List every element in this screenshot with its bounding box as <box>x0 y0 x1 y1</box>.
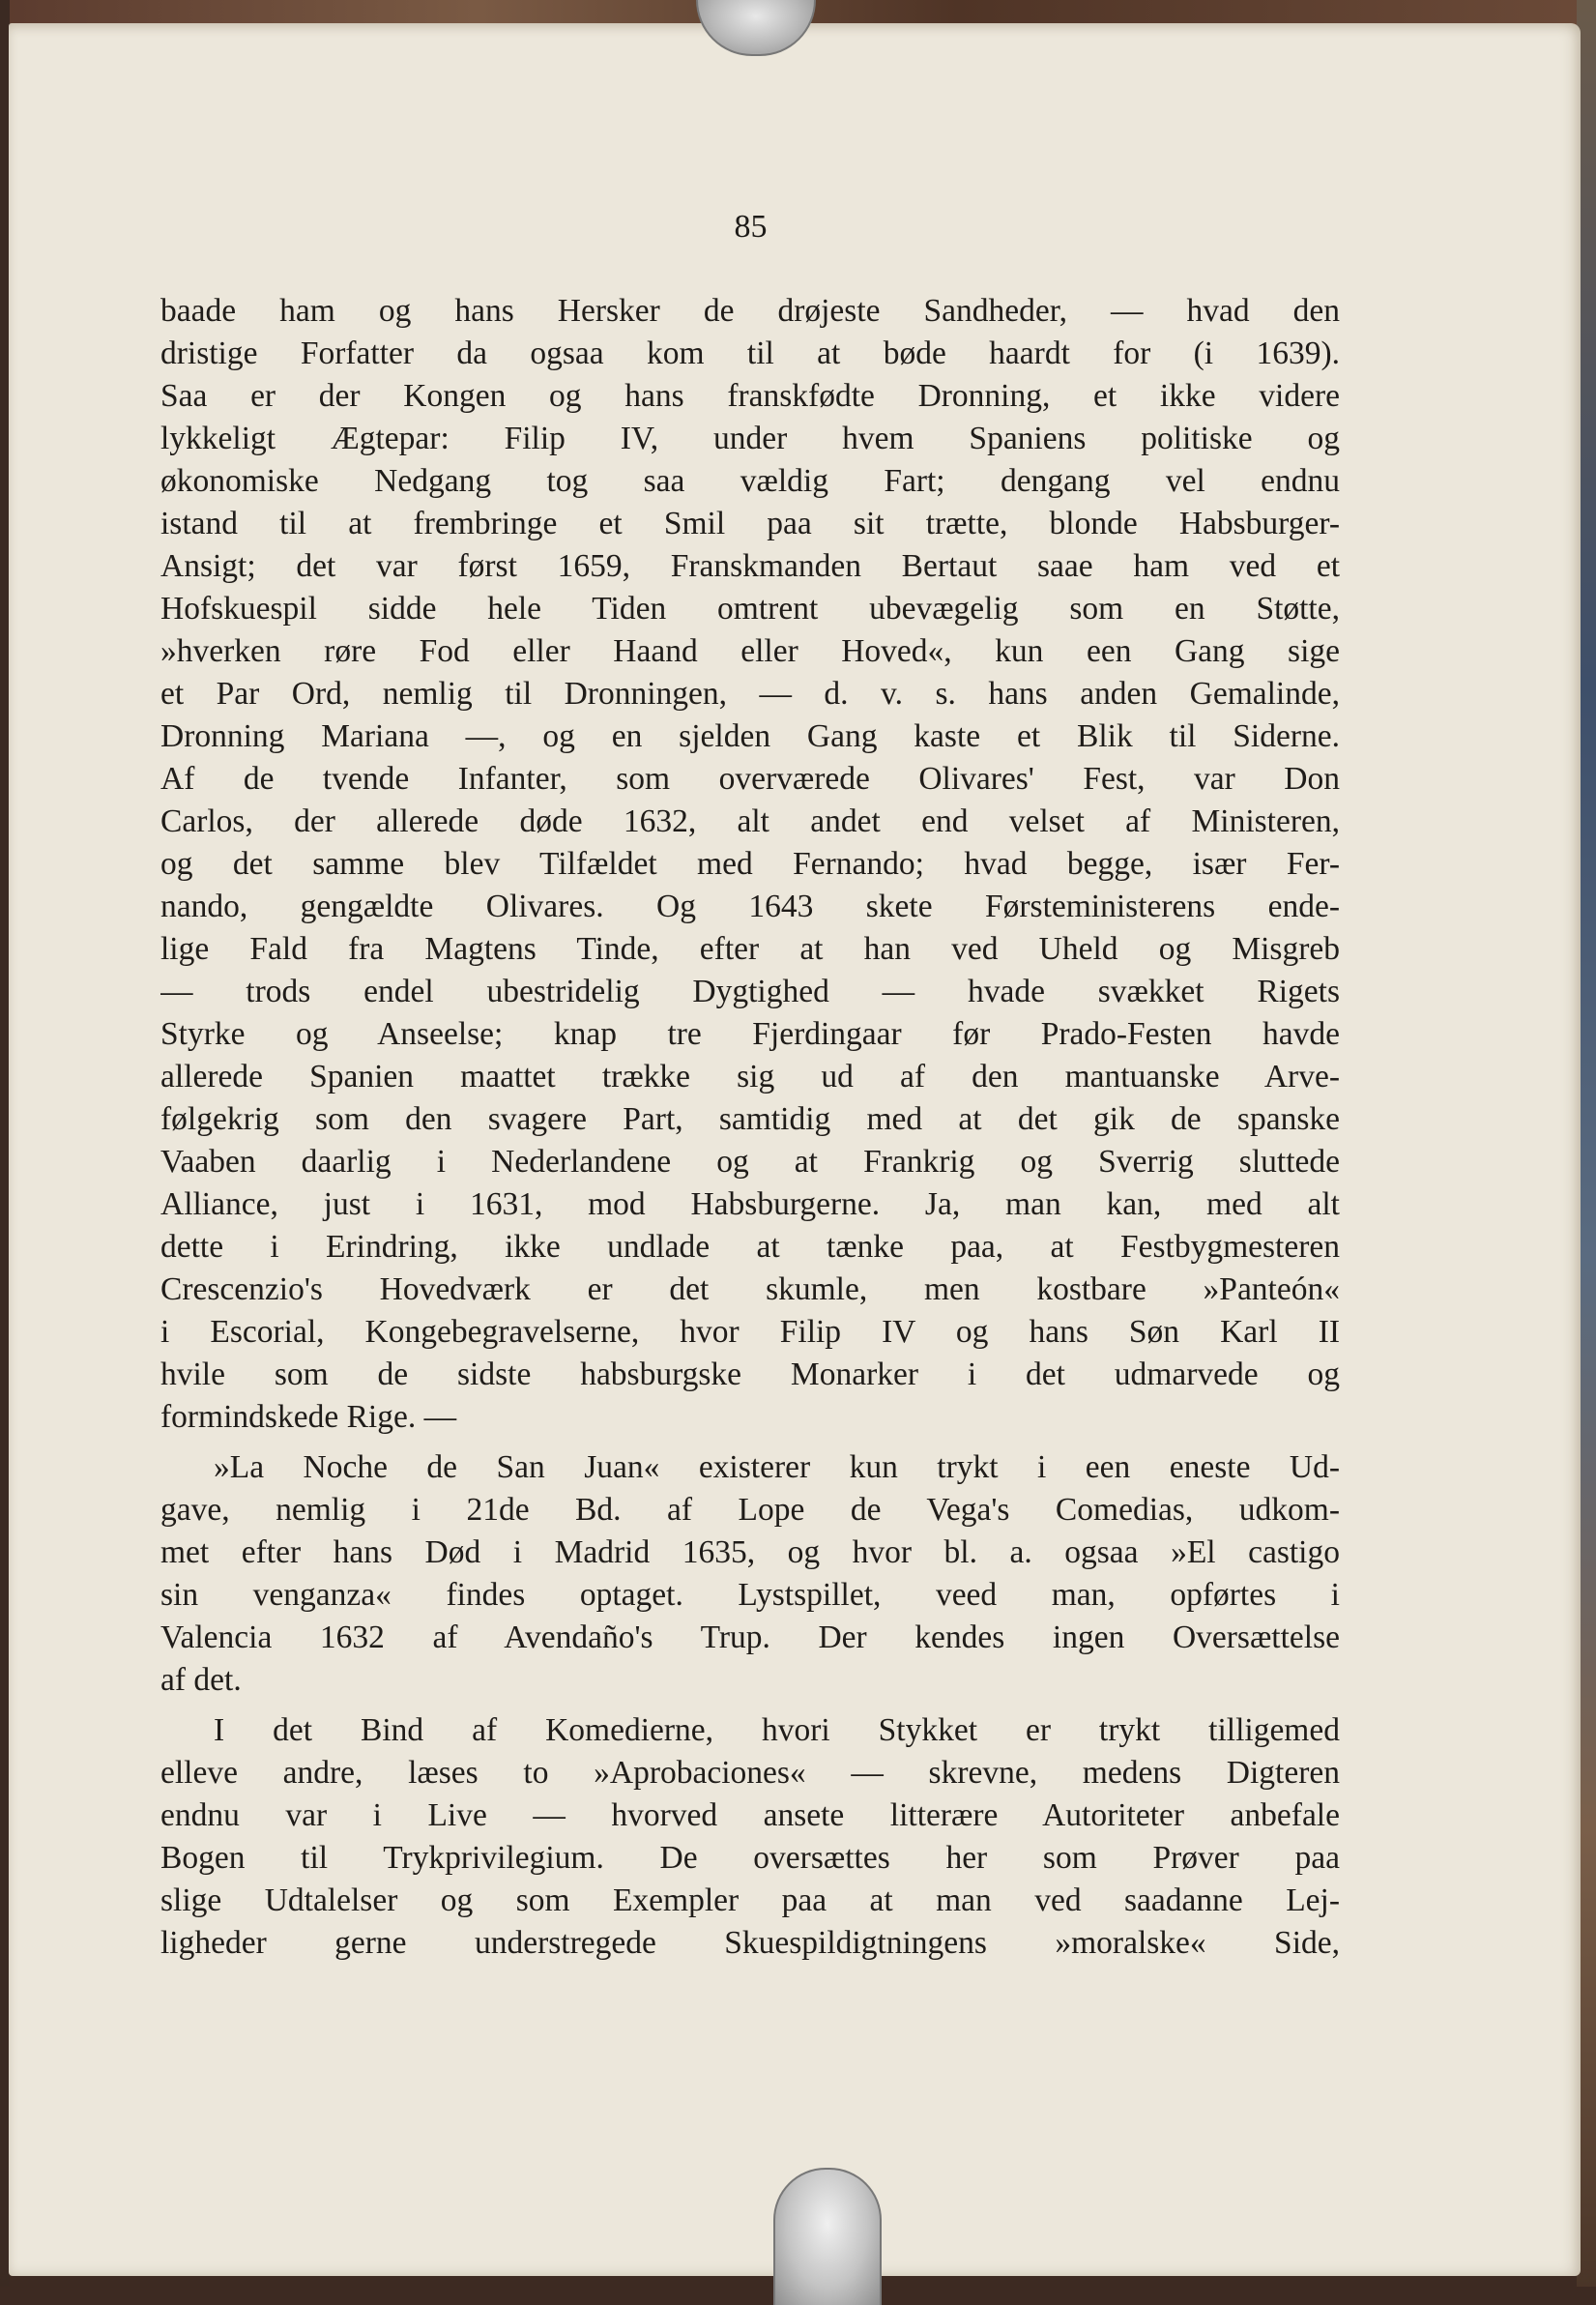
text-line: I det Bind af Komedierne, hvori Stykket er trykt tilligemed <box>214 1712 1340 1748</box>
paragraph-3 <box>160 1709 1340 1965</box>
text-line: allerede Spanien maattet trække sig ud af den mantuanske Arve- <box>160 1059 1340 1094</box>
text-line: Af de tvende Infanter, som overværede Olivares' Fest, var Don <box>160 761 1340 797</box>
text-line: »hverken røre Fod eller Haand eller Hoved«, kun een Gang sige <box>160 633 1340 669</box>
text-line: met efter hans Død i Madrid 1635, og hvor bl. a. ogsaa »El castigo <box>160 1534 1340 1570</box>
text-line: Saa er der Kongen og hans franskfødte Dronning, et ikke videre <box>160 378 1340 414</box>
text-line: gave, nemlig i 21de Bd. af Lope de Vega's Comedias, udkom- <box>160 1492 1340 1528</box>
paragraph-gap <box>160 1439 1340 1446</box>
text-line: Alliance, just i 1631, mod Habsburgerne. Ja, man kan, med alt <box>160 1186 1340 1222</box>
text-line: — trods endel ubestridelig Dygtighed — hvade svækket Rigets <box>160 974 1340 1009</box>
text-line: følgekrig som den svagere Part, samtidig med at det gik de spanske <box>160 1101 1340 1137</box>
text-line: af det. <box>160 1662 242 1698</box>
text-line: og det samme blev Tilfældet med Fernando; hvad begge, især Fer- <box>160 846 1340 882</box>
page-number: 85 <box>734 209 768 245</box>
text-line: dristige Forfatter da ogsaa kom til at bøde haardt for (i 1639). <box>160 336 1340 371</box>
text-line: Styrke og Anseelse; knap tre Fjerdingaar før Prado-Festen havde <box>160 1016 1340 1052</box>
book-page <box>9 23 1581 2276</box>
text-line: »La Noche de San Juan« existerer kun trykt i een eneste Ud- <box>214 1449 1340 1485</box>
paper-clip-bottom <box>773 2168 882 2305</box>
text-line: Ansigt; det var først 1659, Franskmanden Bertaut saae ham ved et <box>160 548 1340 584</box>
text-line: Dronning Mariana —, og en sjelden Gang kaste et Blik til Siderne. <box>160 718 1340 754</box>
text-line: lykkeligt Ægtepar: Filip IV, under hvem Spaniens politiske og <box>160 421 1340 456</box>
text-line: hvile som de sidste habsburgske Monarker i det udmarvede og <box>160 1357 1340 1392</box>
text-line: ligheder gerne understregede Skuespildigtningens »moralske« Side, <box>160 1925 1340 1961</box>
text-line: lige Fald fra Magtens Tinde, efter at han ved Uheld og Misgreb <box>160 931 1340 967</box>
text-line: Vaaben daarlig i Nederlandene og at Frankrig og Sverrig sluttede <box>160 1144 1340 1180</box>
text-line: dette i Erindring, ikke undlade at tænke paa, at Festbygmesteren <box>160 1229 1340 1265</box>
paragraph-1 <box>160 290 1340 1439</box>
text-line: i Escorial, Kongebegravelserne, hvor Filip IV og hans Søn Karl II <box>160 1314 1340 1350</box>
text-line: istand til at frembringe et Smil paa sit trætte, blonde Habsburger- <box>160 506 1340 541</box>
text-line: elleve andre, læses to »Aprobaciones« — skrevne, medens Digteren <box>160 1755 1340 1791</box>
body-text <box>160 290 1340 1965</box>
text-line: formindskede Rige. — <box>160 1399 457 1435</box>
text-line: et Par Ord, nemlig til Dronningen, — d. v. s. hans anden Gemalinde, <box>160 676 1340 712</box>
text-line: Crescenzio's Hovedværk er det skumle, men kostbare »Panteón« <box>160 1271 1340 1307</box>
text-line: endnu var i Live — hvorved ansete litterære Autoriteter anbefale <box>160 1797 1340 1833</box>
text-line: Bogen til Trykprivilegium. De oversættes her som Prøver paa <box>160 1840 1340 1876</box>
text-line: slige Udtalelser og som Exempler paa at man ved saadanne Lej- <box>160 1882 1340 1918</box>
text-line: Carlos, der allerede døde 1632, alt andet end velset af Ministeren, <box>160 803 1340 839</box>
paragraph-gap <box>160 1702 1340 1709</box>
text-line: Valencia 1632 af Avendaño's Trup. Der kendes ingen Oversættelse <box>160 1619 1340 1655</box>
text-line: Hofskuespil sidde hele Tiden omtrent ubevægelig som en Støtte, <box>160 591 1340 627</box>
text-line: nando, gengældte Olivares. Og 1643 skete Førsteministerens ende- <box>160 889 1340 924</box>
text-line: sin venganza« findes optaget. Lystspillet, veed man, opførtes i <box>160 1577 1340 1613</box>
text-line: baade ham og hans Hersker de drøjeste Sandheder, — hvad den <box>160 293 1340 329</box>
paragraph-2 <box>160 1446 1340 1702</box>
text-line: økonomiske Nedgang tog saa vældig Fart; dengang vel endnu <box>160 463 1340 499</box>
